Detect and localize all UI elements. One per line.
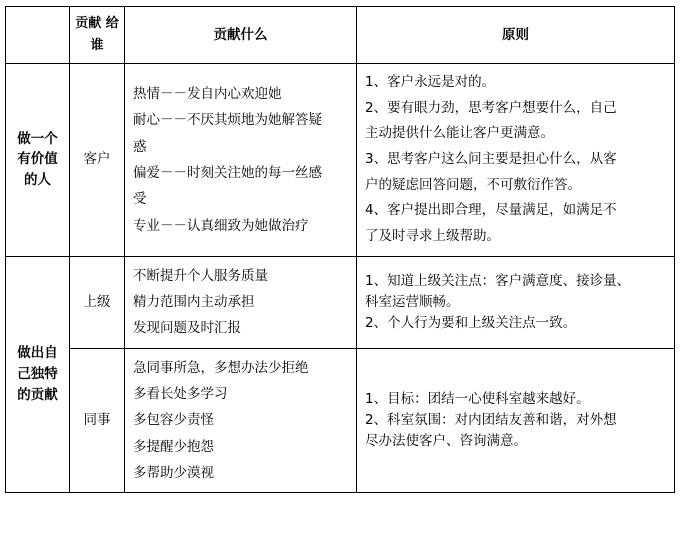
what-line: 受 <box>133 191 147 208</box>
principle-line: 尽办法使客户、咨询满意。 <box>365 432 527 449</box>
header-who-line2: 给谁 <box>90 16 119 54</box>
principle-cell-colleague <box>357 348 675 493</box>
principle-line: 了及时寻求上级帮助。 <box>365 228 500 245</box>
what-cell-customer <box>125 64 357 256</box>
principle-line: 2、科室氛围：对内团结友善和谐，对外想 <box>365 411 617 428</box>
header-cell-principle: 原则 <box>357 7 675 64</box>
row-label-line2: 己独特 <box>17 365 58 382</box>
what-line: 精力范围内主动承担 <box>133 293 255 310</box>
header-cell-who <box>70 7 125 64</box>
what-line: 不断提升个人服务质量 <box>133 267 268 284</box>
what-line: 多看长处多学习 <box>133 385 228 402</box>
principle-line: 2、个人行为要和上级关注点一致。 <box>365 314 577 331</box>
contribution-table <box>5 6 675 493</box>
who-cell-superior: 上级 <box>70 256 125 348</box>
table-row <box>6 348 675 493</box>
principle-line: 1、目标：团结一心使科室越来越好。 <box>365 391 590 407</box>
principle-line: 1、知道上级关注点：客户满意度、接诊量、 <box>365 272 631 289</box>
what-line: 发现问题及时汇报 <box>133 320 241 337</box>
principle-cell-customer <box>357 64 675 256</box>
principle-line: 1、客户永远是对的。 <box>365 74 496 91</box>
header-who-line1: 贡献 <box>75 16 102 31</box>
what-line: 专业－－认真细致为她做治疗 <box>133 217 309 234</box>
principle-line: 户的疑虑回答问题，不可敷衍作答。 <box>365 176 581 193</box>
principle-line: 2、要有眼力劲，思考客户想要什么，自己 <box>365 99 617 116</box>
row-label-line3: 的贡献 <box>17 386 58 403</box>
principle-line: 主动提供什么能让客户更满意。 <box>365 125 554 142</box>
row-label-valuable-person <box>6 64 70 256</box>
row-label-line3: 的人 <box>24 172 51 189</box>
what-line: 多帮助少漠视 <box>133 464 214 481</box>
table-row <box>6 64 675 256</box>
what-cell-superior <box>125 256 357 348</box>
principle-line: 4、客户提出即合理，尽量满足，如满足不 <box>365 202 617 219</box>
what-line: 惑 <box>133 138 147 155</box>
who-cell-colleague: 同事 <box>70 348 125 493</box>
what-line: 多包容少责怪 <box>133 412 214 429</box>
table-header-row <box>6 7 675 64</box>
principle-cell-superior <box>357 256 675 348</box>
what-cell-colleague <box>125 348 357 493</box>
principle-line: 3、思考客户这么问主要是担心什么，从客 <box>365 151 617 168</box>
what-line: 热情－－发自内心欢迎她 <box>133 85 282 102</box>
header-cell-empty <box>6 7 70 64</box>
who-cell-customer: 客户 <box>70 64 125 256</box>
row-label-line1: 做出自 <box>17 345 58 362</box>
table-row <box>6 256 675 348</box>
what-line: 急同事所急，多想办法少拒绝 <box>133 359 309 376</box>
row-label-line1: 做一个 <box>17 130 58 147</box>
row-label-line2: 有价值 <box>17 151 58 168</box>
row-label-unique-contribution <box>6 256 70 493</box>
principle-line: 科室运营顺畅。 <box>365 293 460 310</box>
what-line: 耐心－－不厌其烦地为她解答疑 <box>133 112 322 129</box>
header-cell-what: 贡献什么 <box>125 7 357 64</box>
what-line: 多提醒少抱怨 <box>133 438 214 455</box>
what-line: 偏爱－－时刻关注她的每一丝感 <box>133 164 322 181</box>
